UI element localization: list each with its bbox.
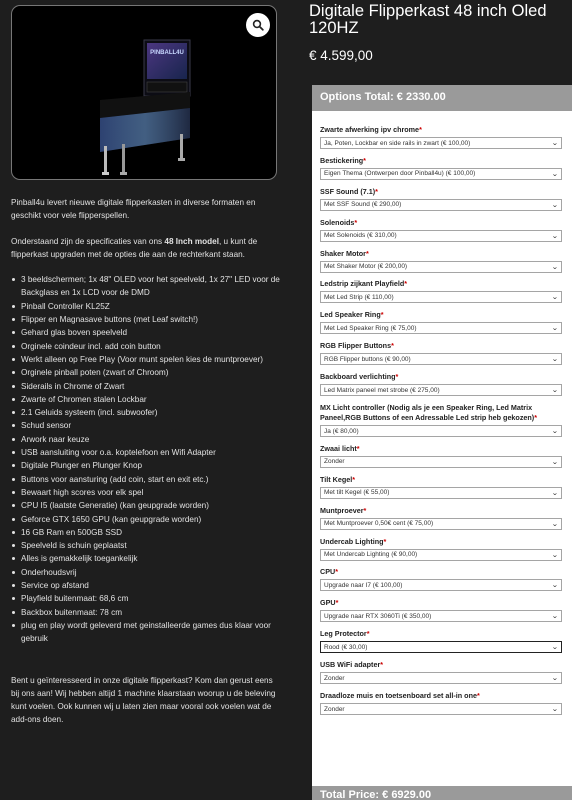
feature-item: plug en play wordt geleverd met geinstalleerde games dus klaar voor gebruik: [11, 619, 281, 646]
option-group: [320, 567, 562, 591]
option-select[interactable]: [320, 384, 562, 396]
option-label: [320, 218, 562, 228]
magnifier-icon[interactable]: [246, 13, 270, 37]
description-specs-intro: [11, 235, 281, 262]
feature-item: Onderhoudsvrij: [11, 566, 281, 579]
option-label: [320, 660, 562, 670]
feature-item: Playfield buitenmaat: 68,6 cm: [11, 592, 281, 605]
option-select[interactable]: [320, 199, 562, 211]
option-label: [320, 567, 562, 577]
option-group: [320, 187, 562, 211]
option-label-text: Zwarte afwerking ipv chrome: [320, 125, 420, 134]
option-select[interactable]: [320, 672, 562, 684]
option-group: [320, 629, 562, 653]
option-label-text: RGB Flipper Buttons: [320, 341, 392, 351]
option-label: [320, 279, 562, 289]
option-selected-value: Eigen Thema (Ontwerpen door Pinball4u) (€ 100,00): [324, 170, 476, 178]
chevron-down-icon: ⌄: [551, 582, 559, 590]
option-label-text: Bestickering: [320, 155, 364, 165]
option-label: [320, 629, 562, 639]
option-select[interactable]: [320, 549, 562, 561]
option-select[interactable]: [320, 291, 562, 303]
option-label-text: Tilt Kegel: [320, 474, 353, 484]
option-label: [320, 125, 562, 135]
feature-item: Digitale Plunger en Plunger Knop: [11, 459, 281, 472]
chevron-down-icon: ⌄: [551, 458, 559, 466]
option-group: [320, 403, 562, 437]
feature-item: Bewaart high scores voor elk spel: [11, 486, 281, 499]
required-mark: *: [395, 372, 399, 382]
option-selected-value: Led Matrix paneel met strobe (€ 275,00): [324, 386, 440, 394]
option-label-text: USB WiFi adapter: [320, 660, 381, 670]
option-label-text: Draadloze muis en toetsenboard set all-in one: [320, 691, 477, 701]
option-label-text: Zwaai licht: [320, 443, 357, 453]
option-label-text: MX Licht controller (Nodig als je een Speaker Ring, Led Matrix Paneel,RGB Buttons of een Adressable Led strip heb gekozen): [320, 403, 535, 423]
option-label: [320, 403, 562, 423]
feature-item: Backbox buitenmaat: 78 cm: [11, 606, 281, 619]
option-select[interactable]: [320, 579, 562, 591]
feature-item: Geforce GTX 1650 GPU (kan geupgrade worden): [11, 513, 281, 526]
option-group: [320, 598, 562, 622]
option-select[interactable]: [320, 353, 562, 365]
required-mark: *: [380, 660, 384, 670]
chevron-down-icon: ⌄: [551, 428, 559, 436]
option-label-text: Ledstrip zijkant Playfield: [320, 279, 405, 289]
feature-item: 16 GB Ram en 500GB SSD: [11, 526, 281, 539]
option-selected-value: Met Muntproever 0,50€ cent (€ 75,00): [324, 520, 434, 528]
required-mark: *: [354, 217, 358, 227]
options-panel: [312, 85, 572, 800]
feature-item: Pinball Controller KL25Z: [11, 300, 281, 313]
options-list: [312, 111, 572, 715]
option-select[interactable]: [320, 137, 562, 149]
feature-item: Siderails in Chrome of Zwart: [11, 380, 281, 393]
description-intro: Pinball4u levert nieuwe digitale flipperkasten in diverse formaten en geschikt voor vele flipperspellen.: [11, 198, 256, 221]
chevron-down-icon: ⌄: [551, 325, 559, 333]
required-mark: *: [363, 155, 366, 165]
chevron-down-icon: ⌄: [551, 170, 559, 178]
chevron-down-icon: ⌄: [551, 706, 559, 714]
option-selected-value: Zonder: [324, 674, 345, 682]
pinball-machine-image: [96, 36, 196, 176]
option-label: [320, 249, 562, 259]
option-label-text: CPU: [320, 567, 336, 577]
required-mark: *: [375, 186, 378, 196]
option-group: [320, 341, 562, 365]
option-label: [320, 341, 562, 351]
option-group: [320, 279, 562, 303]
product-title: Digitale Flipperkast 48 inch Oled 120HZ: [309, 2, 547, 37]
option-label: [320, 444, 562, 454]
chevron-down-icon: ⌄: [551, 356, 559, 364]
chevron-down-icon: ⌄: [551, 232, 559, 240]
option-selected-value: Met Solenoids (€ 310,00): [324, 232, 397, 240]
option-group: [320, 444, 562, 468]
option-label-text: SSF Sound (7.1): [320, 186, 376, 196]
option-group: [320, 372, 562, 396]
option-label: [320, 598, 562, 608]
option-selected-value: Zonder: [324, 705, 345, 713]
required-mark: *: [335, 567, 338, 577]
option-label: [320, 506, 562, 516]
option-select[interactable]: [320, 322, 562, 334]
option-label: [320, 187, 562, 197]
required-mark: *: [476, 691, 480, 701]
option-selected-value: Met Led Strip (€ 110,00): [324, 293, 394, 301]
feature-item: Werkt alleen op Free Play (Voor munt spelen kies de muntproever): [11, 353, 281, 366]
chevron-down-icon: ⌄: [551, 613, 559, 621]
option-group: [320, 125, 562, 149]
chevron-down-icon: ⌄: [551, 644, 559, 652]
option-group: [320, 218, 562, 242]
option-select[interactable]: [320, 456, 562, 468]
chevron-down-icon: ⌄: [551, 675, 559, 683]
required-mark: *: [380, 310, 384, 320]
chevron-down-icon: ⌄: [551, 294, 559, 302]
option-selected-value: Ja (€ 80,00): [324, 427, 359, 435]
option-selected-value: Zonder: [324, 458, 345, 466]
option-select[interactable]: [320, 487, 562, 499]
product-image-gallery[interactable]: [11, 5, 277, 180]
required-mark: *: [404, 279, 408, 289]
features-list: [11, 273, 281, 645]
option-group: [320, 691, 562, 715]
required-mark: *: [391, 341, 394, 351]
required-mark: *: [534, 413, 538, 423]
option-label-text: Solenoids: [320, 217, 355, 227]
option-select[interactable]: [320, 425, 562, 437]
feature-item: USB aansluiting voor o.a. koptelefoon en Wifi Adapter: [11, 446, 281, 459]
option-group: [320, 660, 562, 684]
option-group: [320, 506, 562, 530]
option-label: [320, 372, 562, 382]
option-select[interactable]: [320, 703, 562, 715]
required-mark: *: [383, 536, 387, 546]
specs-intro-text: Onderstaand zijn de specificaties van ons: [11, 236, 165, 246]
chevron-down-icon: ⌄: [551, 201, 559, 209]
chevron-down-icon: ⌄: [551, 263, 559, 271]
option-selected-value: Met tilt Kegel (€ 55,00): [324, 489, 390, 497]
option-selected-value: Met Led Speaker Ring (€ 75,00): [324, 324, 417, 332]
option-group: [320, 249, 562, 273]
option-group: [320, 310, 562, 334]
marquee-text: PINBALL4U: [150, 50, 184, 56]
option-label-text: Undercab Lighting: [320, 536, 384, 546]
feature-item: Flipper en Magnasave buttons (met Leaf switch!): [11, 313, 281, 326]
option-select[interactable]: [320, 168, 562, 180]
option-select[interactable]: [320, 230, 562, 242]
option-selected-value: Upgrade naar I7 (€ 100,00): [324, 581, 403, 589]
feature-item: Speelveld is schuin geplaatst: [11, 539, 281, 552]
chevron-down-icon: ⌄: [551, 551, 559, 559]
required-mark: *: [363, 505, 367, 515]
feature-item: Orginele coindeur incl. add coin button: [11, 340, 281, 353]
product-description: [11, 196, 281, 739]
option-select[interactable]: [320, 641, 562, 653]
feature-item: Schud sensor: [11, 419, 281, 432]
feature-item: Buttons voor aansturing (add coin, start en exit etc.): [11, 473, 281, 486]
option-selected-value: Met Undercab Lighting (€ 90,00): [324, 551, 418, 559]
option-label-text: Led Speaker Ring: [320, 310, 381, 320]
feature-item: Orginele pinball poten (zwart of Chroom): [11, 366, 281, 379]
feature-item: Arwork naar keuze: [11, 433, 281, 446]
feature-item: 3 beeldschermen; 1x 48" OLED voor het speelveld, 1x 27" LED voor de Backglass en 1x LCD voor de DMD: [11, 273, 281, 300]
total-price-bar: Total Price: € 6929.00: [312, 786, 572, 800]
specs-intro-text-end: , u kunt de flipperkast upgraden met de opties die aan de rechterkant staan.: [11, 236, 258, 259]
option-select[interactable]: [320, 261, 562, 273]
option-group: [320, 475, 562, 499]
chevron-down-icon: ⌄: [551, 489, 559, 497]
chevron-down-icon: ⌄: [551, 520, 559, 528]
required-mark: *: [356, 443, 360, 453]
option-select[interactable]: [320, 518, 562, 530]
required-mark: *: [352, 474, 356, 484]
option-label-text: Shaker Motor: [320, 248, 366, 258]
required-mark: *: [335, 598, 339, 608]
required-mark: *: [419, 125, 422, 134]
feature-item: CPU I5 (laatste Generatie) (kan geupgrade worden): [11, 499, 281, 512]
feature-item: 2.1 Geluids systeem (incl. subwoofer): [11, 406, 281, 419]
option-select[interactable]: [320, 610, 562, 622]
required-mark: *: [365, 248, 369, 258]
option-selected-value: Upgrade naar RTX 3060Ti (€ 350,00): [324, 612, 432, 620]
option-selected-value: Rood (€ 30,00): [324, 643, 368, 651]
option-label-text: Leg Protector: [320, 629, 367, 639]
option-selected-value: Met SSF Sound (€ 290,00): [324, 201, 402, 209]
option-label-text: Muntproever: [320, 505, 364, 515]
options-total-header: Options Total: € 2330.00: [312, 85, 572, 111]
chevron-down-icon: ⌄: [551, 387, 559, 395]
feature-item: Gehard glas boven speelveld: [11, 326, 281, 339]
option-label: [320, 691, 562, 701]
option-label: [320, 310, 562, 320]
option-label: [320, 475, 562, 485]
option-selected-value: Ja, Poten, Lockbar en side rails in zwart (€ 100,00): [324, 139, 471, 147]
feature-item: Alles is gemakkelijk toegankelijk: [11, 552, 281, 565]
feature-item: Zwarte of Chromen stalen Lockbar: [11, 393, 281, 406]
feature-item: Service op afstand: [11, 579, 281, 592]
option-selected-value: Met Shaker Motor (€ 200,00): [324, 263, 408, 271]
option-selected-value: RGB Flipper buttons (€ 90,00): [324, 355, 411, 363]
product-price: € 4.599,00: [309, 48, 373, 63]
option-group: [320, 156, 562, 180]
option-label: [320, 537, 562, 547]
specs-intro-bold: 48 Inch model: [164, 236, 219, 246]
chevron-down-icon: ⌄: [551, 140, 559, 147]
option-label: [320, 156, 562, 166]
description-closing: Bent u geïnteresseerd in onze digitale flipperkast? Kom dan gerust eens bij ons aan! Wij hebben altijd 1 machine klaarstaan woorup u de beleving kunt voelen. Ook kunnen wij u laten zien maar vooral ook voelen wat de add-ons doen.: [11, 675, 276, 725]
option-label-text: Backboard verlichting: [320, 372, 396, 382]
required-mark: *: [366, 629, 370, 639]
option-group: [320, 537, 562, 561]
option-label-text: GPU: [320, 598, 336, 608]
